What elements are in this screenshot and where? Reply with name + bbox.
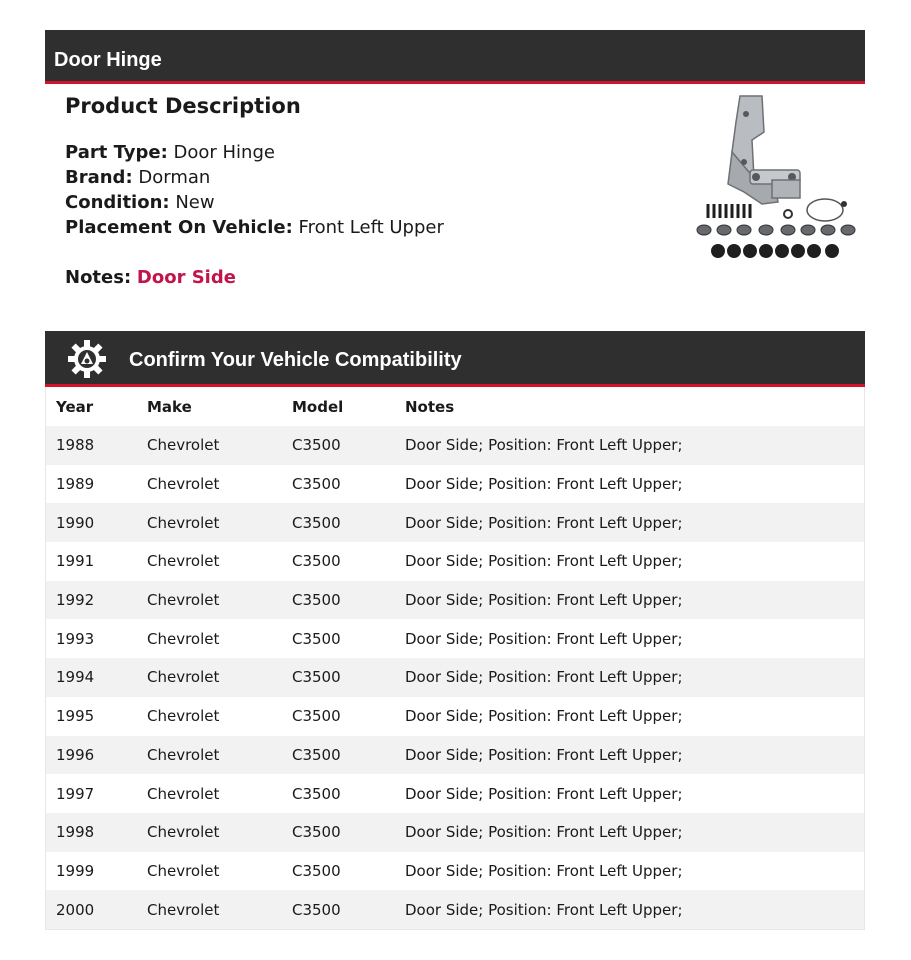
- spec-label: Part Type:: [65, 142, 168, 163]
- spec-value: New: [175, 192, 215, 213]
- table-row: [46, 852, 864, 891]
- spec-value: Door Hinge: [173, 142, 275, 163]
- notes: [65, 265, 665, 290]
- model-cell: C3500: [292, 784, 341, 803]
- notes-cell: Door Side; Position: Front Left Upper;: [405, 745, 683, 764]
- table-row: [46, 890, 864, 929]
- table-row: [46, 503, 864, 542]
- notes-cell: Door Side; Position: Front Left Upper;: [405, 668, 683, 687]
- notes-cell: Door Side; Position: Front Left Upper;: [405, 591, 683, 610]
- year-cell: 1997: [56, 784, 95, 803]
- make-cell: Chevrolet: [147, 707, 220, 726]
- compatibility-table: [46, 387, 864, 929]
- year-cell: 1991: [56, 552, 95, 571]
- column-header-model: Model: [292, 397, 344, 416]
- gear-icon: [67, 339, 107, 379]
- notes-cell: Door Side; Position: Front Left Upper;: [405, 629, 683, 648]
- notes-cell: Door Side; Position: Front Left Upper;: [405, 823, 683, 842]
- notes-cell: Door Side; Position: Front Left Upper;: [405, 436, 683, 455]
- make-cell: Chevrolet: [147, 513, 220, 532]
- make-cell: Chevrolet: [147, 591, 220, 610]
- product-description: [65, 92, 665, 290]
- model-cell: C3500: [292, 707, 341, 726]
- model-cell: C3500: [292, 861, 341, 880]
- column-header-notes: Notes: [405, 397, 455, 416]
- model-cell: C3500: [292, 745, 341, 764]
- notes-cell: Door Side; Position: Front Left Upper;: [405, 513, 683, 532]
- table-row: [46, 813, 864, 852]
- notes-cell: Door Side; Position: Front Left Upper;: [405, 861, 683, 880]
- spec-value: Dorman: [138, 167, 211, 188]
- spec-label: Condition:: [65, 192, 170, 213]
- make-cell: Chevrolet: [147, 552, 220, 571]
- model-cell: C3500: [292, 552, 341, 571]
- description-heading: Product Description: [65, 94, 301, 118]
- table-row: [46, 426, 864, 465]
- table-row: [46, 736, 864, 775]
- model-cell: C3500: [292, 513, 341, 532]
- compatibility-header-bar: [45, 331, 865, 387]
- table-row: [46, 697, 864, 736]
- table-row: [46, 542, 864, 581]
- notes-cell: Door Side; Position: Front Left Upper;: [405, 475, 683, 494]
- make-cell: Chevrolet: [147, 668, 220, 687]
- year-cell: 1996: [56, 745, 95, 764]
- year-cell: 2000: [56, 900, 95, 919]
- spec-placement: [65, 215, 665, 240]
- make-cell: Chevrolet: [147, 745, 220, 764]
- compatibility-table-body: [46, 426, 864, 929]
- column-header-make: Make: [147, 397, 192, 416]
- spec-brand: [65, 165, 665, 190]
- spec-label: Placement On Vehicle:: [65, 217, 293, 238]
- make-cell: Chevrolet: [147, 436, 220, 455]
- make-cell: Chevrolet: [147, 784, 220, 803]
- make-cell: Chevrolet: [147, 475, 220, 494]
- spec-label: Brand:: [65, 167, 133, 188]
- model-cell: C3500: [292, 436, 341, 455]
- make-cell: Chevrolet: [147, 900, 220, 919]
- model-cell: C3500: [292, 475, 341, 494]
- year-cell: 1990: [56, 513, 95, 532]
- make-cell: Chevrolet: [147, 629, 220, 648]
- product-header-bar: [45, 30, 865, 84]
- notes-cell: Door Side; Position: Front Left Upper;: [405, 707, 683, 726]
- year-cell: 1998: [56, 823, 95, 842]
- table-row: [46, 465, 864, 504]
- notes-value: Door Side: [136, 267, 236, 288]
- notes-cell: Door Side; Position: Front Left Upper;: [405, 552, 683, 571]
- column-header-year: Year: [56, 397, 94, 416]
- model-cell: C3500: [292, 668, 341, 687]
- door-hinge-image: [692, 92, 858, 264]
- model-cell: C3500: [292, 900, 341, 919]
- year-cell: 1995: [56, 707, 95, 726]
- spec-part-type: [65, 140, 665, 165]
- table-row: [46, 774, 864, 813]
- notes-cell: Door Side; Position: Front Left Upper;: [405, 784, 683, 803]
- product-title: Door Hinge: [54, 49, 162, 71]
- model-cell: C3500: [292, 629, 341, 648]
- model-cell: C3500: [292, 823, 341, 842]
- spec-value: Front Left Upper: [298, 217, 444, 238]
- year-cell: 1992: [56, 591, 95, 610]
- make-cell: Chevrolet: [147, 823, 220, 842]
- year-cell: 1993: [56, 629, 95, 648]
- table-row: [46, 581, 864, 620]
- spec-condition: [65, 190, 665, 215]
- make-cell: Chevrolet: [147, 861, 220, 880]
- table-row: [46, 619, 864, 658]
- notes-cell: Door Side; Position: Front Left Upper;: [405, 900, 683, 919]
- year-cell: 1994: [56, 668, 95, 687]
- notes-label: Notes:: [65, 267, 132, 288]
- model-cell: C3500: [292, 591, 341, 610]
- table-row: [46, 658, 864, 697]
- year-cell: 1999: [56, 861, 95, 880]
- year-cell: 1988: [56, 436, 95, 455]
- compatibility-title: Confirm Your Vehicle Compatibility: [129, 349, 462, 371]
- table-header-row: [46, 387, 864, 426]
- year-cell: 1989: [56, 475, 95, 494]
- compatibility-table-container: [45, 387, 865, 930]
